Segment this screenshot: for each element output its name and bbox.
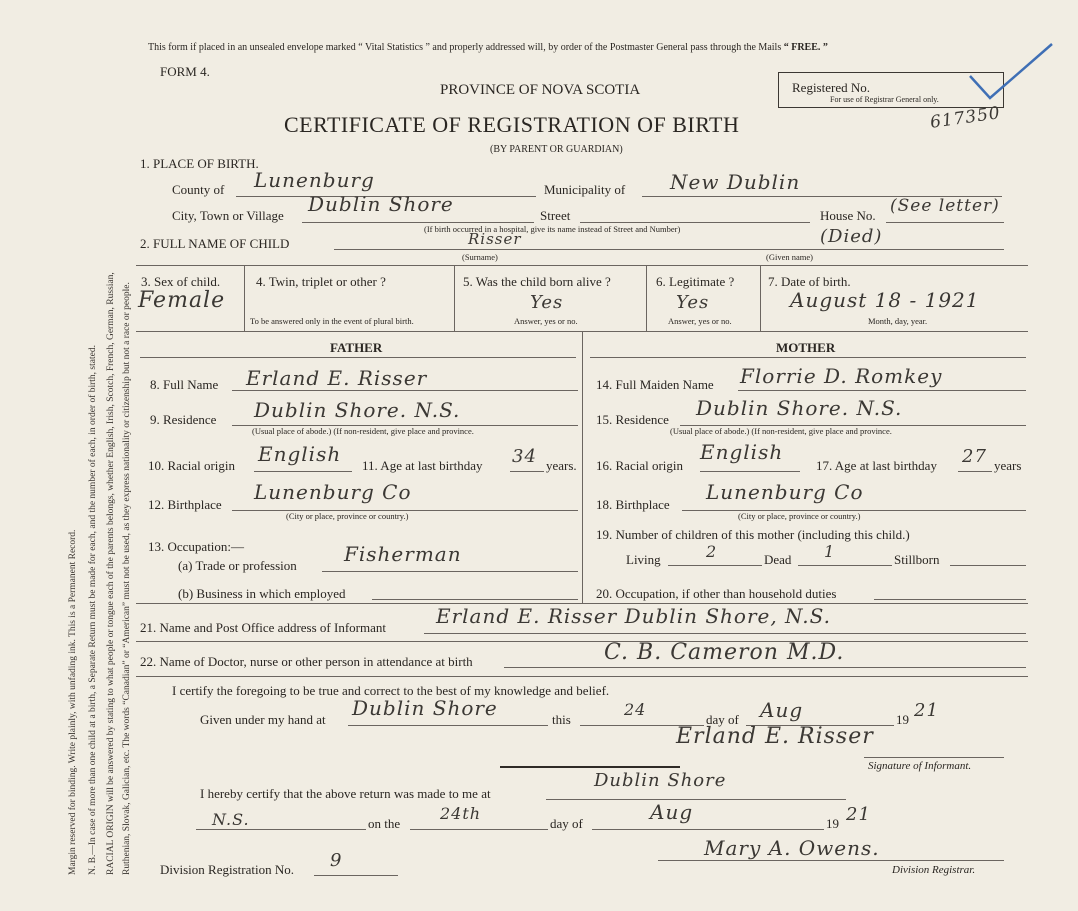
city-value: Dublin Shore	[308, 192, 454, 216]
mother-residence: Dublin Shore. N.S.	[696, 396, 903, 420]
municipality-value: New Dublin	[670, 170, 801, 194]
doctor-label: 22. Name of Doctor, nurse or other person in attendance at birth	[140, 654, 473, 669]
certificate-subtitle: (BY PARENT OR GUARDIAN)	[490, 144, 623, 155]
child-surname: Risser	[468, 230, 522, 248]
mother-name-label: 14. Full Maiden Name	[596, 377, 714, 392]
mother-age-label: 17. Age at last birthday	[816, 458, 937, 473]
mother-age: 27	[962, 446, 987, 467]
certify-text: I certify the foregoing to be true and correct to the best of my knowledge and belief.	[172, 683, 610, 698]
sex-value: Female	[138, 288, 226, 313]
mother-residence-label: 15. Residence	[596, 412, 669, 427]
business-label: (b) Business in which employed	[178, 586, 346, 601]
dead-label: Dead	[764, 552, 792, 567]
mother-years: years	[994, 458, 1022, 473]
certify-dayof-label: day of	[706, 712, 739, 727]
father-birthplace-note: (City or place, province or country.)	[286, 511, 409, 521]
living-value: 2	[706, 542, 718, 561]
informant-label: 21. Name and Post Office address of Informant	[140, 620, 386, 635]
date-label: 7. Date of birth.	[768, 274, 851, 289]
registered-label: Registered No.	[792, 80, 870, 95]
legitimate-value: Yes	[676, 292, 710, 313]
father-race-label: 10. Racial origin	[148, 458, 236, 473]
form-number: FORM 4.	[160, 64, 210, 79]
province-heading: PROVINCE OF NOVA SCOTIA	[440, 82, 641, 98]
father-residence-label: 9. Residence	[150, 412, 217, 427]
mother-race-label: 16. Racial origin	[596, 458, 684, 473]
side-note-2: N. B.—In case of more than one child at a birth, a Separate Return must be made for each, and the number of each, in order of birth, stated.	[88, 345, 98, 875]
mother-birthplace-note: (City or place, province or country.)	[738, 511, 861, 521]
certificate-title: CERTIFICATE OF REGISTRATION OF BIRTH	[284, 112, 740, 137]
twin-label: 4. Twin, triplet or other ?	[256, 274, 386, 289]
division-number: 9	[330, 850, 343, 871]
municipality-label: Municipality of	[544, 182, 626, 197]
mother-birthplace: Lunenburg Co	[706, 480, 864, 504]
father-birthplace: Lunenburg Co	[254, 480, 412, 504]
certify-year: 21	[914, 700, 939, 721]
informant-signature: Erland E. Risser	[676, 724, 874, 749]
registrar-place: Dublin Shore	[594, 770, 727, 791]
county-label: County of	[172, 182, 225, 197]
registered-note: For use of Registrar General only.	[830, 95, 939, 104]
mother-residence-note: (Usual place of abode.) (If non-resident, give place and province.	[670, 426, 892, 436]
trade-label: (a) Trade or profession	[178, 558, 297, 573]
given-place: Dublin Shore	[352, 696, 498, 720]
certify-month: Aug	[760, 698, 804, 722]
father-birthplace-label: 12. Birthplace	[148, 497, 222, 512]
certify-year-prefix: 19	[896, 712, 909, 727]
mother-race: English	[700, 440, 784, 464]
signature-label: Signature of Informant.	[868, 760, 972, 772]
father-years: years.	[546, 458, 577, 473]
father-residence-note: (Usual place of abode.) (If non-resident, give place and province.	[252, 426, 474, 436]
mother-birthplace-label: 18. Birthplace	[596, 497, 670, 512]
mother-occupation-label: 20. Occupation, if other than household duties	[596, 586, 837, 601]
occupation-label: 13. Occupation:—	[148, 539, 245, 554]
father-name-label: 8. Full Name	[150, 377, 219, 392]
child-given-name: (Died)	[820, 226, 883, 247]
children-label: 19. Number of children of this mother (including this child.)	[596, 527, 910, 542]
doctor-value: C. B. Cameron M.D.	[604, 640, 845, 665]
registrar-month: Aug	[650, 800, 694, 824]
check-mark-icon	[960, 38, 1060, 108]
registrar-signature: Mary A. Owens.	[704, 836, 880, 860]
date-note: Month, day, year.	[868, 316, 928, 326]
registrar-dayof-label: day of	[550, 816, 583, 831]
alive-note: Answer, yes or no.	[514, 316, 578, 326]
street-note: (If birth occurred in a hospital, give its name instead of Street and Number)	[424, 224, 681, 234]
mother-heading: MOTHER	[776, 340, 836, 355]
house-label: House No.	[820, 208, 876, 223]
father-race: English	[258, 442, 342, 466]
given-label: Given under my hand at	[200, 712, 326, 727]
this-label: this	[552, 712, 571, 727]
stillborn-label: Stillborn	[894, 552, 940, 567]
division-label: Division Registration No.	[160, 862, 294, 877]
side-note-3: RACIAL ORIGIN will be answered by stating to what people or tongue each of the parents belongs, whether English, Irish, Scotch, French, German, Russian,	[106, 272, 116, 875]
alive-label: 5. Was the child born alive ?	[463, 274, 611, 289]
father-residence: Dublin Shore. N.S.	[254, 398, 461, 422]
registrar-text: I hereby certify that the above return was made to me at	[200, 786, 491, 801]
informant-value: Erland E. Risser Dublin Shore, N.S.	[436, 604, 831, 628]
surname-note: (Surname)	[462, 252, 498, 262]
father-name: Erland E. Risser	[246, 366, 428, 390]
county-value: Lunenburg	[254, 168, 375, 192]
registrar-province: N.S.	[212, 810, 250, 829]
twin-note: To be answered only in the event of plural birth.	[250, 316, 414, 326]
father-trade: Fisherman	[344, 542, 462, 566]
father-age: 34	[512, 446, 537, 467]
mother-name: Florrie D. Romkey	[740, 364, 943, 388]
dead-value: 1	[824, 542, 836, 561]
mail-note: This form if placed in an unsealed envelope marked “ Vital Statistics ” and properly addressed will, by order of the Postmaster General pass through the Mails “ FREE. ”	[148, 42, 828, 53]
place-heading: 1. PLACE OF BIRTH.	[140, 156, 259, 171]
house-value: (See letter)	[890, 196, 1000, 216]
legitimate-note: Answer, yes or no.	[668, 316, 732, 326]
division-registrar-label: Division Registrar.	[892, 864, 976, 876]
sex-label: 3. Sex of child.	[141, 274, 221, 289]
side-note-1: Margin reserved for binding. Write plainly, with unfading ink. This is a Permanent Record.	[68, 529, 78, 875]
father-heading: FATHER	[330, 340, 383, 355]
living-label: Living	[626, 552, 661, 567]
registrar-year-prefix: 19	[826, 816, 839, 831]
given-name-note: (Given name)	[766, 252, 813, 262]
side-note-4: Ruthenian, Slovak, Galician, etc. The words “Canadian” or “American” must not be used, as they express nationality or citizenship but not a race or people.	[122, 282, 132, 875]
father-age-label: 11. Age at last birthday	[362, 458, 483, 473]
registrar-day: 24th	[440, 804, 482, 823]
onthe-label: on the	[368, 816, 401, 831]
city-label: City, Town or Village	[172, 208, 284, 223]
legitimate-label: 6. Legitimate ?	[656, 274, 735, 289]
date-value: August 18 - 1921	[790, 288, 980, 312]
registered-number: 617350	[928, 103, 1002, 133]
certify-day: 24	[624, 700, 647, 719]
registrar-year: 21	[846, 804, 871, 825]
street-label: Street	[540, 208, 571, 223]
alive-value: Yes	[530, 292, 564, 313]
child-name-label: 2. FULL NAME OF CHILD	[140, 236, 290, 251]
